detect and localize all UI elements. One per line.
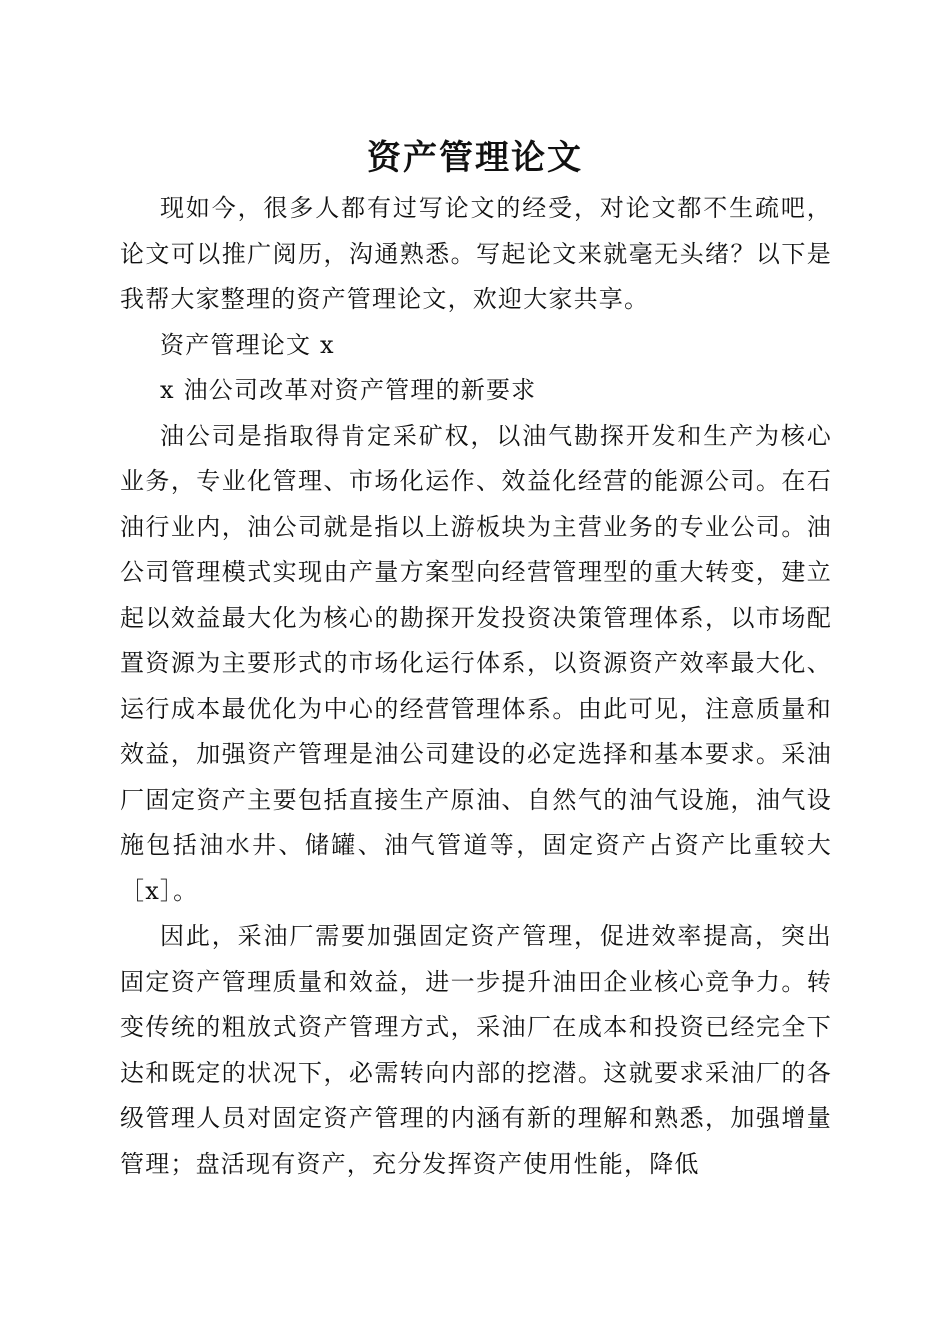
paragraph-subtitle: 资产管理论文 x [160, 330, 335, 359]
paragraph-intro: 现如今，很多人都有过写论文的经受，对论文都不生疏吧，论文可以推广阅历，沟通熟悉。写起论文来就毫无头绪？以下是我帮大家整理的资产管理论文，欢迎大家共享。 [120, 194, 832, 313]
paragraph-oil-company: 油公司是指取得肯定采矿权，以油气勘探开发和生产为核心业务，专业化管理、市场化运作、效益化经营的能源公司。在石油行业内，油公司就是指以上游板块为主营业务的专业公司。油公司管理模式实现由产量方案型向经营管理型的重大转变，建立起以效益最大化为核心的勘探开发投资决策管理体系，以市场配置资源为主要形式的市场化运行体系，以资源资产效率最大化、运行成本最优化为中心的经营管理体系。由此可见，注意质量和效益，加强资产管理是油公司建设的必定选择和基本要求。采油厂固定资产主要包括直接生产原油、自然气的油气设施，油气设施包括油水井、储罐、油气管道等，固定资产占资产比重较大［x］。 [120, 421, 832, 905]
document-title: 资产管理论文 [367, 138, 583, 178]
paragraph-section-heading: x 油公司改革对资产管理的新要求 [160, 376, 537, 404]
paragraph-therefore: 因此，采油厂需要加强固定资产管理，促进效率提高，突出固定资产管理质量和效益，进一步提升油田企业核心竞争力。转变传统的粗放式资产管理方式，采油厂在成本和投资已经完全下达和既定的状况下，必需转向内部的挖潜。这就要求采油厂的各级管理人员对固定资产管理的内涵有新的理解和熟悉，加强增量管理；盘活现有资产，充分发挥资产使用性能，降低 [120, 922, 832, 1178]
document-body [120, 186, 832, 1187]
